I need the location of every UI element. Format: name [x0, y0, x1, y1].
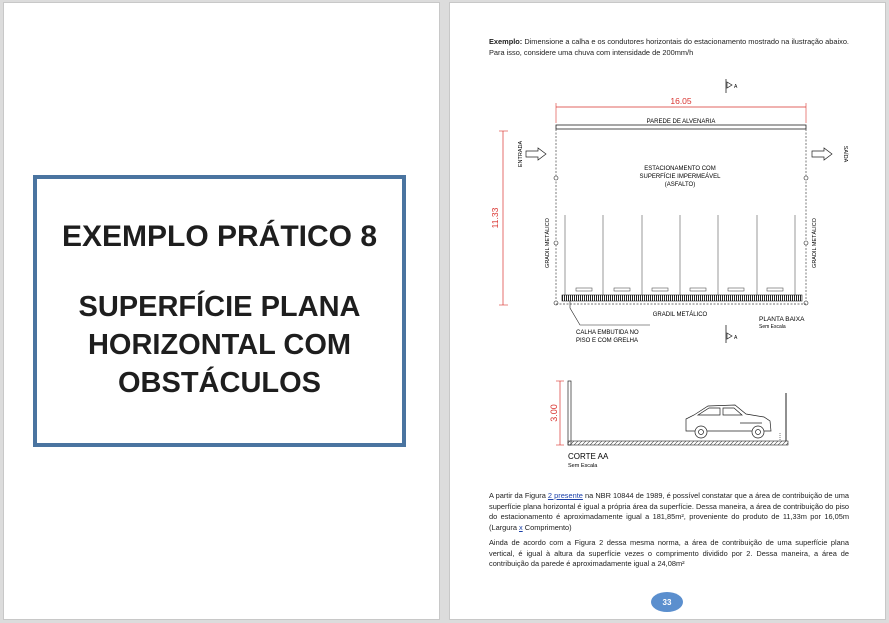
title-box — [33, 175, 406, 447]
exit-label: SAÍDA — [842, 145, 848, 163]
plan-scale: Sem Escala — [759, 324, 786, 330]
gutter-label-1: CALHA EMBUTIDA NO — [576, 330, 639, 336]
section-marker-bottom: A — [734, 335, 738, 341]
section-height-dimension: 3.00 — [549, 404, 559, 422]
rail-left-label: GRADIL METÁLICO — [545, 218, 551, 268]
section-marker-top: A — [734, 84, 738, 90]
width-dimension: 16.05 — [670, 96, 692, 106]
rail-bottom-label: GRADIL METÁLICO — [652, 312, 708, 318]
entry-arrow-icon — [526, 148, 546, 160]
subtitle-line-3: OBSTÁCULOS — [118, 367, 321, 399]
page-number-badge — [651, 592, 683, 612]
rail-right-label: GRADIL METÁLICO — [812, 218, 818, 268]
parking-label-3: (ASFALTO) — [664, 182, 696, 188]
paragraph-1-end: Comprimento) — [522, 522, 572, 532]
subtitle-line-2: HORIZONTAL COM — [87, 329, 352, 361]
subtitle-line-1: SUPERFÍCIE PLANA — [78, 291, 361, 323]
car-icon — [686, 405, 771, 438]
page-number: 33 — [662, 597, 672, 607]
paragraph-2: Ainda de acordo com a Figura 2 dessa mesma norma, a área de contribuição de uma superfície plana vertical, é igual à altura da superfície vezes o comprimento dividido por 2. Dessa maneira, a área de contribuição da parede é aproximadamente igual a 24,08m² — [489, 538, 849, 569]
paragraph-1-start: A partir da Figura — [489, 491, 548, 500]
page-left — [3, 2, 440, 620]
exit-arrow-icon — [812, 148, 832, 160]
figure-reference-link[interactable]: 2 presente — [547, 491, 583, 500]
entry-label: ENTRADA — [518, 140, 524, 168]
floor-plan-drawing — [450, 3, 887, 348]
paragraph-1-body: na NBR 10844 de 1989, é possível constatar que a área de contribuição de uma superfície plana horizontal é igual a própria área da superfície. Dessa maneira, a área de contribuição do piso do estacionamento é aproximadamente igual a 181,85m², proveniente do produto de 11,33m por 16,05m (Largura — [489, 491, 849, 532]
section-drawing — [450, 373, 887, 473]
parking-label-1: ESTACIONAMENTO COM — [644, 166, 716, 172]
paragraph-1 — [489, 491, 849, 533]
section-title: CORTE AA — [568, 452, 609, 461]
section-scale: Sem Escala — [568, 463, 598, 469]
slide-title: EXEMPLO PRÁTICO 8 — [61, 220, 378, 253]
multiply-symbol: x — [519, 522, 523, 532]
gutter-label-2: PISO E COM GRELHA — [576, 338, 639, 344]
intro-text: Dimensione a calha e os condutores horizontais do estacionamento mostrado na ilustração abaixo. Para isso, considere uma chuva com intensidade de 200mm/h — [489, 37, 849, 57]
parking-label-2: SUPERFÍCIE IMPERMEÁVEL — [639, 174, 721, 180]
plan-title: PLANTA BAIXA — [759, 316, 805, 323]
height-dimension: 11.33 — [490, 207, 500, 229]
wall-label: PAREDE DE ALVENARIA — [646, 119, 716, 125]
page-right — [449, 2, 886, 620]
intro-label: Exemplo: — [489, 37, 523, 46]
